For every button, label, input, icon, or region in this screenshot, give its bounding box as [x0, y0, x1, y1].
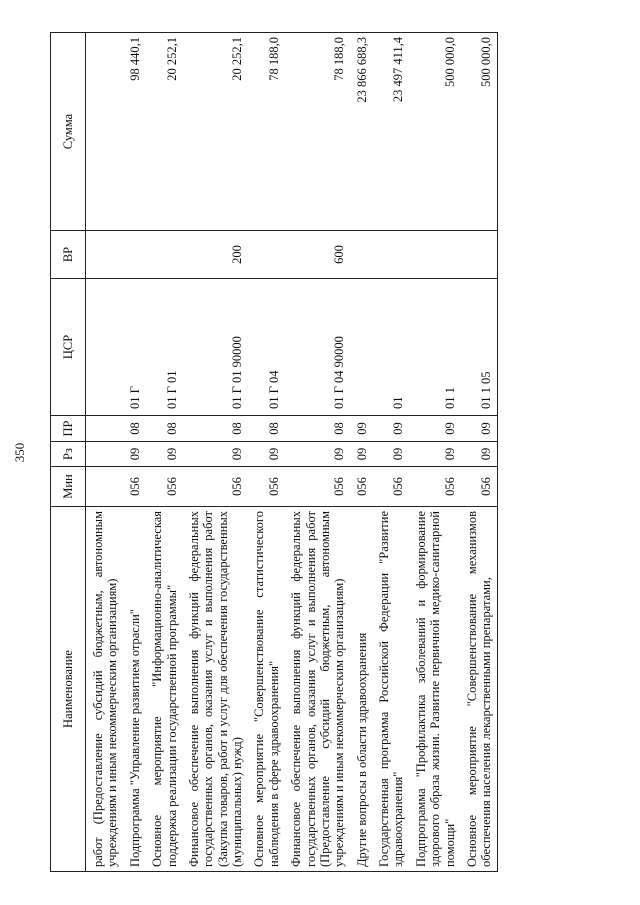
row-min: 056 — [145, 467, 182, 507]
row-pr: 08 — [123, 416, 145, 442]
row-csr: 01 1 — [409, 279, 460, 416]
row-name: Финансовое обеспечение выполнения функций федеральных государственных органов, оказания услуг и выполнения работ (Закупка товаров, работ и услуг для обеспечения государственных (муниципальных) нужд) — [182, 507, 248, 872]
table-row — [284, 33, 350, 872]
row-csr — [86, 279, 123, 416]
row-rz — [86, 442, 123, 467]
header-sum: Сумма — [51, 33, 86, 231]
row-rz: 09 — [350, 442, 372, 467]
header-pr: ПР — [51, 416, 86, 442]
page-number: 350 — [12, 442, 27, 463]
row-name: Основное мероприятие "Совершенствование механизмов обеспечения населения лекарственными препаратами, — [460, 507, 497, 872]
row-vr: 600 — [284, 231, 350, 279]
row-csr: 01 Г 01 — [145, 279, 182, 416]
table-row — [145, 33, 182, 872]
row-rz: 09 — [182, 442, 248, 467]
row-sum: 23 866 688,3 — [350, 33, 372, 231]
row-vr — [247, 231, 284, 279]
row-name: Другие вопросы в области здравоохранения — [350, 507, 372, 872]
row-min: 056 — [460, 467, 497, 507]
row-csr: 01 Г 01 90000 — [182, 279, 248, 416]
row-rz: 09 — [247, 442, 284, 467]
header-name: Наименование — [51, 507, 86, 872]
row-vr — [372, 231, 409, 279]
row-sum: 500 000,0 — [460, 33, 497, 231]
row-pr: 08 — [145, 416, 182, 442]
row-vr — [350, 231, 372, 279]
table-row — [86, 33, 123, 872]
row-min: 056 — [350, 467, 372, 507]
row-pr: 09 — [372, 416, 409, 442]
row-min: 056 — [182, 467, 248, 507]
row-pr — [86, 416, 123, 442]
row-sum: 20 252,1 — [182, 33, 248, 231]
table-row — [182, 33, 248, 872]
row-vr — [123, 231, 145, 279]
row-min: 056 — [123, 467, 145, 507]
row-csr: 01 1 05 — [460, 279, 497, 416]
row-pr: 09 — [460, 416, 497, 442]
row-min: 056 — [284, 467, 350, 507]
row-name: Основное мероприятие "Информационно-аналитическая поддержка реализации государственной программы" — [145, 507, 182, 872]
header-csr: ЦСР — [51, 279, 86, 416]
row-name: Подпрограмма "Профилактика заболеваний и формирование здорового образа жизни. Развитие первичной медико-санитарной помощи" — [409, 507, 460, 872]
row-name: Основное мероприятие "Совершенствование статистического наблюдения в сфере здравоохранения" — [247, 507, 284, 872]
row-sum: 500 000,0 — [409, 33, 460, 231]
header-min: Мин — [51, 467, 86, 507]
table-row — [350, 33, 372, 872]
row-vr — [86, 231, 123, 279]
row-min: 056 — [372, 467, 409, 507]
table-row — [123, 33, 145, 872]
row-pr: 09 — [409, 416, 460, 442]
row-name: Государственная программа Российской Федерации "Развитие здравоохранения" — [372, 507, 409, 872]
row-sum: 23 497 411,4 — [372, 33, 409, 231]
row-vr — [145, 231, 182, 279]
row-min: 056 — [409, 467, 460, 507]
row-sum: 20 252,1 — [145, 33, 182, 231]
row-vr — [460, 231, 497, 279]
row-rz: 09 — [145, 442, 182, 467]
row-sum: 78 188,0 — [284, 33, 350, 231]
row-rz: 09 — [123, 442, 145, 467]
row-vr — [409, 231, 460, 279]
row-rz: 09 — [460, 442, 497, 467]
row-pr: 08 — [247, 416, 284, 442]
header-row — [51, 33, 86, 872]
row-min — [86, 467, 123, 507]
row-csr: 01 Г 04 90000 — [284, 279, 350, 416]
row-csr: 01 — [372, 279, 409, 416]
row-pr: 08 — [182, 416, 248, 442]
row-name: работ (Предоставление субсидий бюджетным, автономным учреждениям и иным некоммерческим организациям) — [86, 507, 123, 872]
row-name: Подпрограмма "Управление развитием отрасли" — [123, 507, 145, 872]
row-csr: 01 Г 04 — [247, 279, 284, 416]
row-sum: 98 440,1 — [123, 33, 145, 231]
row-csr — [350, 279, 372, 416]
header-rz: Рз — [51, 442, 86, 467]
row-sum — [86, 33, 123, 231]
row-pr: 09 — [350, 416, 372, 442]
row-name: Финансовое обеспечение выполнения функций федеральных государственных органов, оказания услуг и выполнения работ (Предоставление субсидий бюджетным, автономным учреждениям и иным некоммерческим организациям) — [284, 507, 350, 872]
row-csr: 01 Г — [123, 279, 145, 416]
table-row — [409, 33, 460, 872]
row-rz: 09 — [409, 442, 460, 467]
table-row — [372, 33, 409, 872]
row-pr: 08 — [284, 416, 350, 442]
table-row — [247, 33, 284, 872]
table-row — [460, 33, 497, 872]
row-rz: 09 — [284, 442, 350, 467]
row-min: 056 — [247, 467, 284, 507]
row-sum: 78 188,0 — [247, 33, 284, 231]
header-vr: ВР — [51, 231, 86, 279]
row-rz: 09 — [372, 442, 409, 467]
row-vr: 200 — [182, 231, 248, 279]
budget-table — [50, 32, 498, 872]
